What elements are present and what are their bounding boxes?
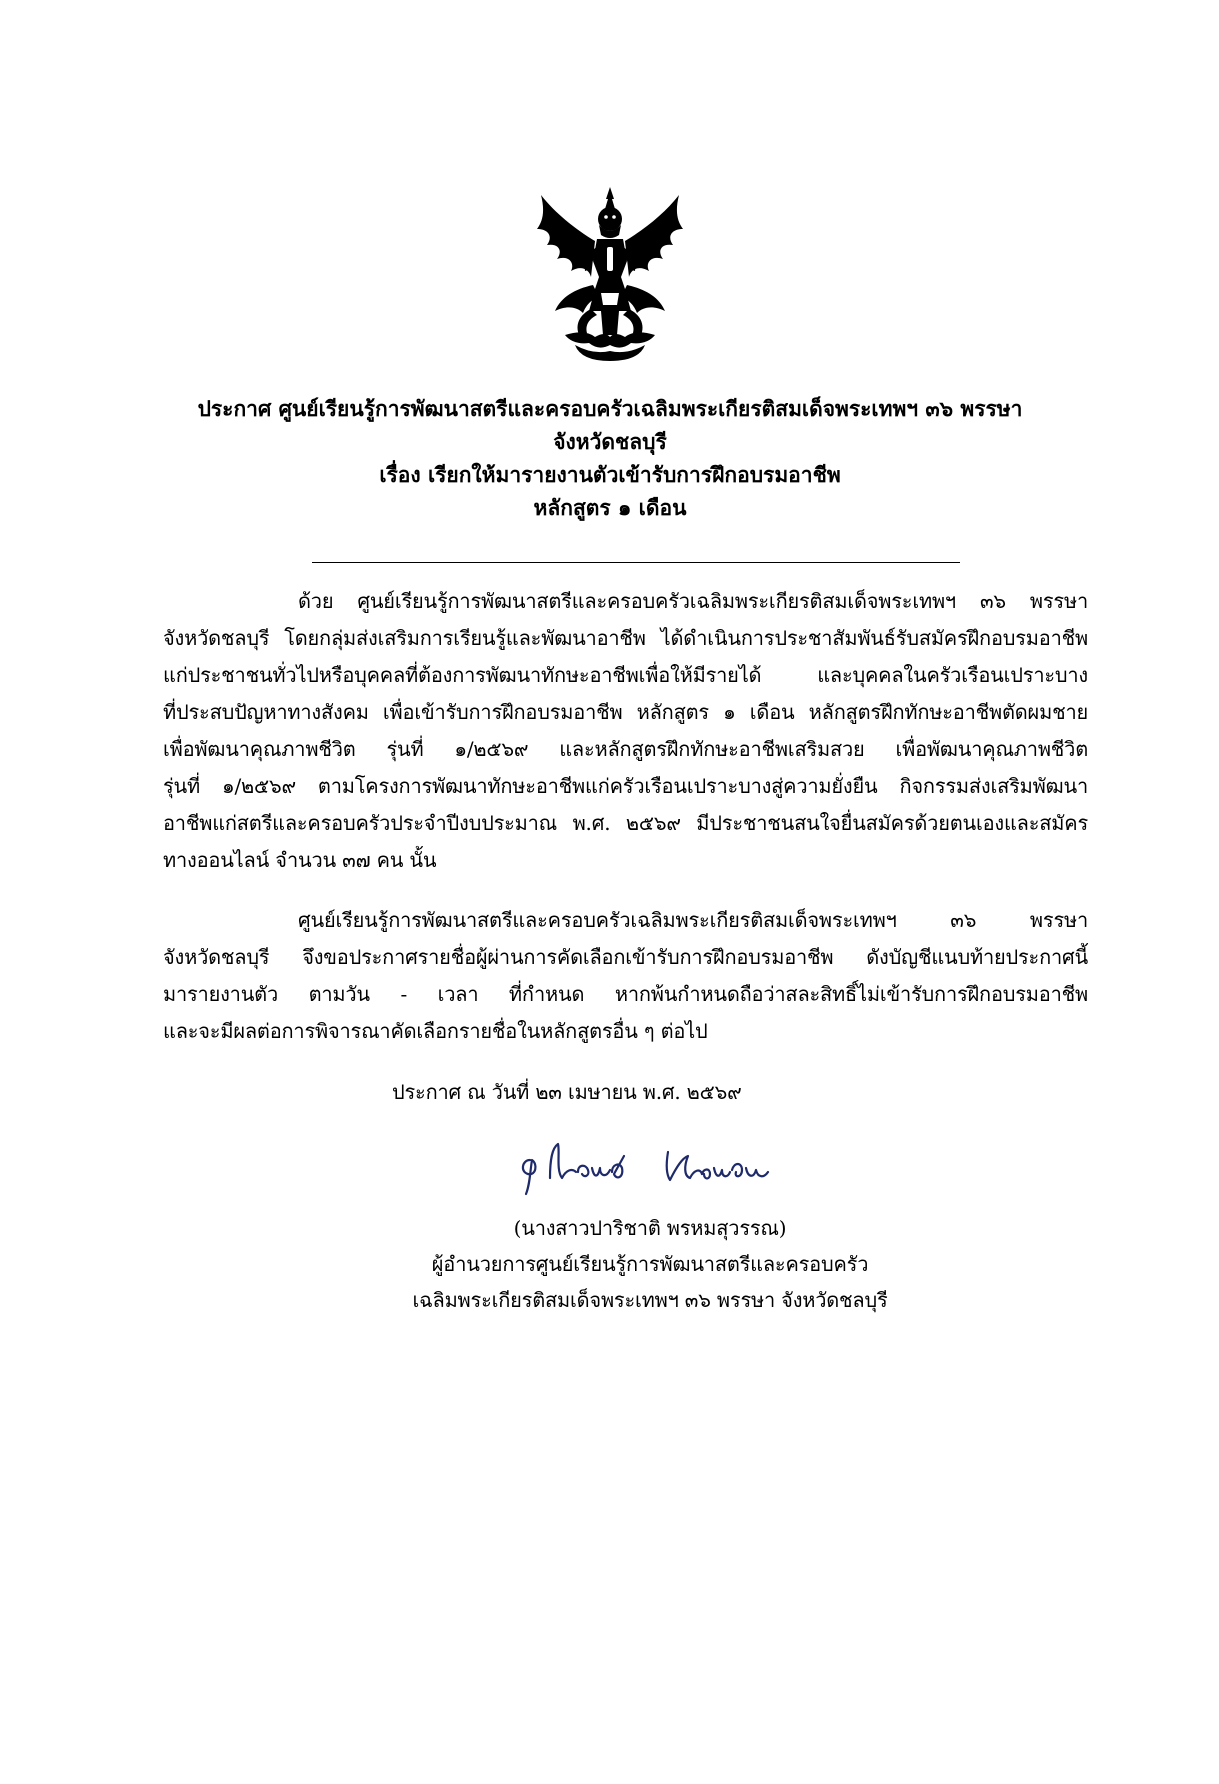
province-line: จังหวัดชลบุรี <box>553 429 667 454</box>
announcement-date: ประกาศ ณ วันที่ ๒๓ เมษายน พ.ศ. ๒๕๖๙ <box>392 1080 742 1104</box>
signatory-position-line-2: เฉลิมพระเกียรติสมเด็จพระเทพฯ ๓๖ พรรษา จังหวัดชลบุรี <box>412 1288 888 1312</box>
paragraph-line: แก่ประชาชนทั่วไปหรือบุคคลที่ต้องการพัฒนาทักษะอาชีพเพื่อให้มีรายได้ และบุคคลในครัวเรือนเปราะบาง <box>163 663 1088 687</box>
garuda-emblem <box>535 185 685 363</box>
subject-line: เรื่อง เรียกให้มารายงานตัวเข้ารับการฝึกอบรมอาชีพ <box>379 462 841 487</box>
paragraph-line: ด้วย ศูนย์เรียนรู้การพัฒนาสตรีและครอบครัวเฉลิมพระเกียรติสมเด็จพระเทพฯ ๓๖ พรรษา <box>298 589 1088 613</box>
title-divider <box>312 562 960 563</box>
handwritten-signature <box>516 1138 776 1198</box>
paragraph-line: รุ่นที่ ๑/๒๕๖๙ ตามโครงการพัฒนาทักษะอาชีพแก่ครัวเรือนเปราะบางสู่ความยั่งยืน กิจกรรมส่งเสริมพัฒนา <box>163 774 1088 798</box>
paragraph-line: เพื่อพัฒนาคุณภาพชีวิต รุ่นที่ ๑/๒๕๖๙ และหลักสูตรฝึกทักษะอาชีพเสริมสวย เพื่อพัฒนาคุณภาพชีวิต <box>163 737 1088 761</box>
paragraph-line: ทางออนไลน์ จำนวน ๓๗ คน นั้น <box>163 848 437 872</box>
paragraph-line: ที่ประสบปัญหาทางสังคม เพื่อเข้ารับการฝึกอบรมอาชีพ หลักสูตร ๑ เดือน หลักสูตรฝึกทักษะอาชีพตัดผมชาย <box>163 700 1088 724</box>
announcement-title: ประกาศ ศูนย์เรียนรู้การพัฒนาสตรีและครอบครัวเฉลิมพระเกียรติสมเด็จพระเทพฯ ๓๖ พรรษา <box>197 396 1023 421</box>
course-line: หลักสูตร ๑ เดือน <box>533 495 687 520</box>
paragraph-line: มารายงานตัว ตามวัน - เวลา ที่กำหนด หากพ้นกำหนดถือว่าสละสิทธิ์ไม่เข้ารับการฝึกอบรมอาชีพ <box>163 982 1088 1006</box>
paragraph-line: จังหวัดชลบุรี โดยกลุ่มส่งเสริมการเรียนรู้และพัฒนาอาชีพ ได้ดำเนินการประชาสัมพันธ์รับสมัครฝึกอบรมอาชีพ <box>163 626 1088 650</box>
signatory-position-line-1: ผู้อำนวยการศูนย์เรียนรู้การพัฒนาสตรีและครอบครัว <box>431 1252 869 1276</box>
paragraph-line: และจะมีผลต่อการพิจารณาคัดเลือกรายชื่อในหลักสูตรอื่น ๆ ต่อไป <box>163 1019 708 1043</box>
paragraph-line: จังหวัดชลบุรี จึงขอประกาศรายชื่อผู้ผ่านการคัดเลือกเข้ารับการฝึกอบรมอาชีพ ดังบัญชีแนบท้ายประกาศนี้ <box>163 945 1088 969</box>
signatory-name: (นางสาวปาริชาติ พรหมสุวรรณ) <box>513 1216 787 1240</box>
paragraph-line: อาชีพแก่สตรีและครอบครัวประจำปีงบประมาณ พ.ศ. ๒๕๖๙ มีประชาชนสนใจยื่นสมัครด้วยตนเองและสมัคร <box>163 811 1088 835</box>
paragraph-line: ศูนย์เรียนรู้การพัฒนาสตรีและครอบครัวเฉลิมพระเกียรติสมเด็จพระเทพฯ ๓๖ พรรษา <box>298 908 1088 932</box>
